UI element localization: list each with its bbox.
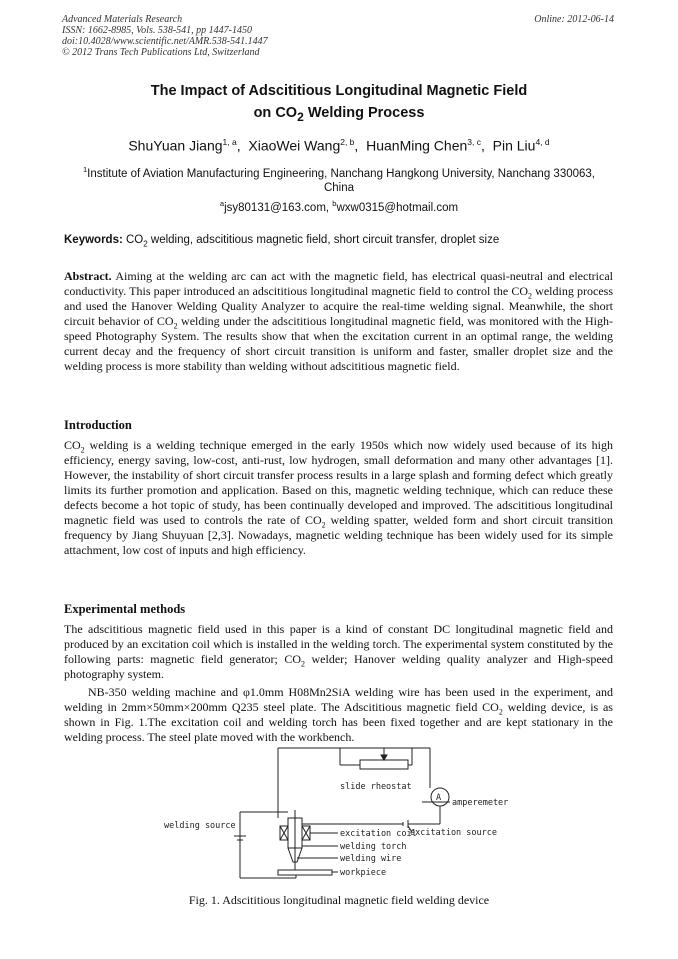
welding-torch-label: welding torch (340, 842, 407, 852)
keywords (64, 234, 616, 248)
email-b[interactable]: wxw0315@hotmail.com (336, 201, 459, 214)
introduction-heading: Introduction (64, 418, 132, 432)
doi-line: doi:10.4028/www.scientific.net/AMR.538-541.1447 (62, 36, 268, 47)
copyright-line: © 2012 Trans Tech Publications Ltd, Switzerland (62, 47, 260, 58)
subscript: 2 (321, 520, 326, 530)
abstract-text: welding under the adscititious longitudinal magnetic field, was monitored with the High-speed Photography System. The results show that when the excitation current in an optimal range, the welding current decay and the frequency of short circuit transition is uniform and faster, smaller droplet size and the welding process is more stability than welding without adscititious magnetic field. (64, 314, 613, 373)
subscript: 2 (301, 659, 306, 669)
abstract-label: Abstract. (64, 269, 112, 283)
experimental-paragraph-1 (64, 622, 613, 682)
email-sup: b (332, 199, 337, 208)
paper-title-line2 (62, 102, 616, 128)
abstract-text: Aiming at the welding arc can act with the magnetic field, has electrical quasi-neutral and electrical conductivity. This paper introduced an adscititious longitudinal magnetic field to control the CO (64, 269, 613, 298)
keywords-sub: 2 (143, 239, 148, 249)
title-subscript: 2 (297, 109, 304, 124)
affiliation-text: Institute of Aviation Manufacturing Engineering, Nanchang Hangkong University, Nanchang 330063, China (87, 167, 595, 194)
online-date: Online: 2012-06-14 (534, 14, 614, 25)
author-sup: 4, d (535, 137, 550, 147)
welding-device-figure (160, 740, 520, 890)
excitation-source-label: excitation source (410, 828, 497, 838)
author-name: Pin Liu (492, 137, 536, 154)
ammeter-glyph: A (436, 793, 442, 803)
figure-caption: Fig. 1. Adscititious longitudinal magnetic field welding device (188, 893, 490, 907)
title-text-end: Welding Process (303, 105, 425, 121)
author-sup: 1, a (222, 137, 237, 147)
abstract-paragraph (64, 269, 613, 374)
abstract-text: welding process and used the Hanover Welding Quality Analyzer to acquire the real-time welding signal. Meanwhile, the short circuit behavior of CO (64, 284, 613, 328)
exp-text: The adscititious magnetic field used in this paper is a kind of constant DC longitudinal magnetic field and produced by an excitation coil which is installed in the welding torch. The experimental system constituted by the following parts: magnetic field generator; CO (64, 622, 613, 666)
rheostat-arrow (381, 755, 387, 760)
subscript: 2 (498, 707, 503, 717)
author-emails (62, 199, 616, 214)
author-name: XiaoWei Wang (248, 137, 341, 154)
keywords-post: welding, adscititious magnetic field, short circuit transfer, droplet size (147, 234, 500, 246)
experimental-paragraph-2 (64, 685, 613, 745)
welding-wire-label: welding wire (340, 854, 402, 864)
keywords-pre: CO (122, 234, 144, 246)
author-sup: 3, c (467, 137, 481, 147)
subscript: 2 (528, 291, 532, 301)
email-a[interactable]: jsy80131@163.com, (224, 201, 333, 214)
journal-header (62, 14, 268, 58)
welding-source-label: welding source (164, 821, 236, 831)
affiliation-sup: 1 (83, 165, 88, 174)
subscript: 2 (173, 321, 178, 331)
subscript: 2 (80, 445, 85, 455)
paper-title-line1: The Impact of Adscititious Longitudinal Magnetic Field (150, 83, 528, 99)
exp-text: welder; Hanover welding quality analyzer and High-speed photography system. (64, 652, 613, 681)
intro-text: CO (64, 438, 81, 452)
experimental-heading: Experimental methods (64, 602, 186, 616)
author-list: ShuYuan Jiang$^{1, a}$, XiaoWei Wang$^{2, b}$, HuanMing Chen$^{3, c}$, Pin Liu$^{4, d}$ (128, 137, 550, 154)
introduction-paragraph (64, 438, 613, 558)
affiliation (80, 163, 598, 195)
keywords-label: Keywords: (64, 234, 123, 246)
slide-rheostat-symbol (360, 760, 408, 769)
author-name: HuanMing Chen (366, 137, 468, 154)
exp-text: welding device, is as shown in Fig. 1.The excitation coil and welding torch has been fixed together and are kept stationary in the welding process. The steel plate moved with the workbench. (64, 700, 613, 744)
slide-rheostat-label: slide rheostat (340, 782, 412, 792)
workpiece-plate (278, 870, 332, 875)
author-sup: 2, b (340, 137, 355, 147)
intro-text: welding spatter, welded form and short circuit transition frequency by Jiang Shuyuan [2,3]. Nowadays, magnetic welding technique has been widely used for its simple attachment, low cost of inputs and high efficiency. (64, 513, 613, 557)
author-name: ShuYuan Jiang (128, 137, 223, 154)
email-sup: a (219, 199, 225, 208)
excitation-coil-label: excitation coil (340, 829, 417, 839)
keywords-text (122, 234, 500, 249)
intro-text: welding is a welding technique emerged in the early 1950s which now widely used because of its high efficiency, energy saving, low-cost, anti-rust, low hydrogen, small deformation and many other advantages [1]. However, the instability of short circuit transfer process results in a large splash and forming defect which greatly limits its further promotion and application. Based on this, magnetic welding technique, which can reduce these defects become a hot topic of study, has been continually developed and improved. The adscititious longitudinal magnetic field was used to controls the rate of CO (64, 438, 613, 527)
title-text: on CO (253, 105, 298, 121)
workpiece-label: workpiece (340, 868, 387, 878)
exp-text: NB-350 welding machine and φ1.0mm H08Mn2SiA welding wire has been used in the experiment, and welding in 2mm×50mm×200mm Q235 steel plate. The Adscititious magnetic field CO (64, 685, 613, 714)
issn-line: ISSN: 1662-8985, Vols. 538-541, pp 1447-1450 (62, 25, 252, 36)
amperemeter-label: amperemeter (452, 798, 509, 808)
journal-name: Advanced Materials Research (62, 14, 183, 25)
